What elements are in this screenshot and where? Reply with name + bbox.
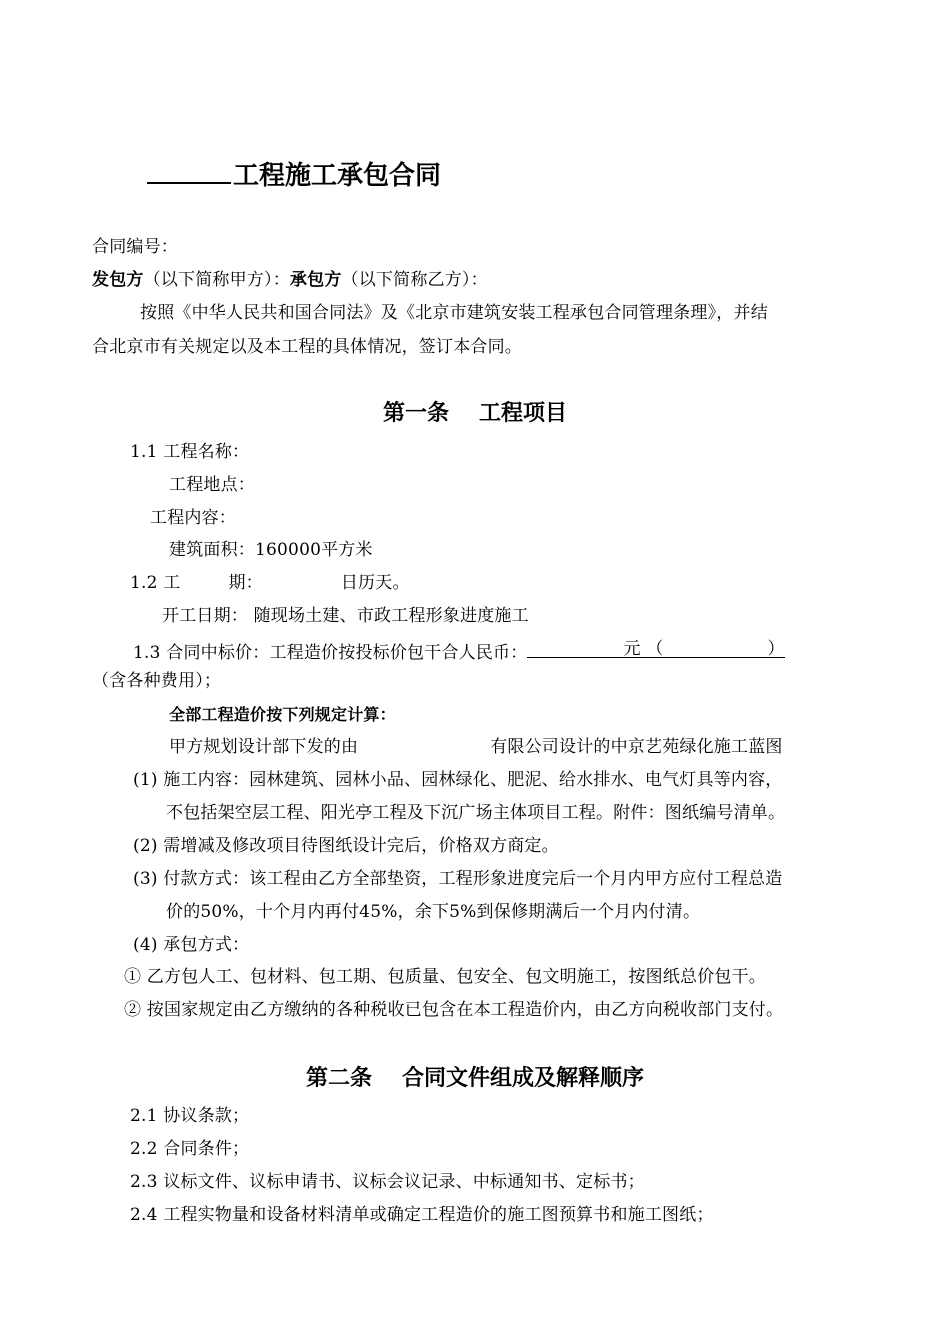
includes-fees: （含各种费用）； [92, 671, 222, 691]
plan-line [169, 736, 783, 758]
item-1-2 [130, 572, 410, 594]
price-blank [527, 638, 785, 658]
point-3-a: (3) 付款方式：该工程由乙方全部垫资，工程形象进度完后一个月内甲方应付工程总造 [133, 869, 783, 889]
item-2-1: 2.1 协议条款； [130, 1106, 250, 1126]
point-3-b: 价的50%，十个月内再付45%，余下5%到保修期满后一个月内付清。 [166, 902, 701, 922]
item-1-3-text: 1.3 合同中标价：工程造价按投标价包干合人民币： [133, 643, 528, 663]
project-content: 工程内容： [150, 508, 236, 528]
item-2-2: 2.2 合同条件； [130, 1139, 250, 1159]
parties-line [92, 269, 488, 291]
article-1-heading [0, 399, 950, 429]
title-blank-underline [147, 154, 231, 184]
party-a-label: 发包方 [92, 270, 144, 290]
contract-mode-1: ① 乙方包人工、包材料、包工期、包质量、包安全、包文明施工，按图纸总价包干。 [124, 967, 767, 987]
point-2: (2) 需增减及修改项目待图纸设计完后，价格双方商定。 [133, 836, 559, 856]
start-date: 开工日期： 随现场土建、市政工程形象进度施工 [162, 606, 529, 626]
plan-text-b: 有限公司设计的中京艺苑绿化施工蓝图 [490, 737, 783, 757]
item-1-1: 1.1 工程名称： [130, 442, 250, 462]
item-1-2-label: 期： [228, 573, 263, 593]
article-2-title: 合同文件组成及解释顺序 [402, 1066, 645, 1091]
item-1-2-num: 1.2 工 [130, 573, 181, 593]
preamble-line-2: 合北京市有关规定以及本工程的具体情况，签订本合同。 [92, 337, 522, 357]
preamble-line-1: 按照《中华人民共和国合同法》及《北京市建筑安装工程承包合同管理条理》，并结 [140, 303, 768, 323]
document-title [147, 154, 441, 193]
contract-number-line: 合同编号： [92, 237, 178, 257]
article-1-title: 工程项目 [479, 401, 568, 426]
party-b-label: 承包方 [289, 270, 342, 290]
party-a-note: （以下简称甲方）： [143, 270, 290, 290]
point-1-a: (1) 施工内容：园林建筑、园林小品、园林绿化、肥泥、给水排水、电气灯具等内容， [133, 770, 783, 790]
point-1-b: 不包括架空层工程、阳光亭工程及下沉广场主体项目工程。附件：图纸编号清单。 [166, 803, 786, 823]
project-location: 工程地点： [169, 475, 255, 495]
item-1-2-value: 日历天。 [340, 573, 410, 593]
article-2-heading [0, 1064, 950, 1094]
point-4: (4) 承包方式： [133, 935, 250, 955]
building-area: 建筑面积：160000平方米 [169, 540, 373, 560]
yuan-text: 元 （ [623, 639, 664, 659]
party-b-note: （以下简称乙方）： [341, 270, 488, 290]
article-2-number: 第二条 [305, 1066, 372, 1091]
calc-heading: 全部工程造价按下列规定计算： [169, 705, 396, 724]
title-text: 工程施工承包合同 [233, 161, 442, 191]
contract-mode-2: ② 按国家规定由乙方缴纳的各种税收已包含在本工程造价内，由乙方向税收部门支付。 [124, 1000, 784, 1020]
article-1-number: 第一条 [382, 401, 449, 426]
item-2-4: 2.4 工程实物量和设备材料清单或确定工程造价的施工图预算书和施工图纸； [130, 1205, 714, 1225]
item-1-3 [133, 638, 785, 664]
plan-text-a: 甲方规划设计部下发的由 [169, 737, 359, 757]
paren-close: ） [767, 639, 785, 659]
item-2-3: 2.3 议标文件、议标申请书、议标会议记录、中标通知书、定标书； [130, 1172, 645, 1192]
